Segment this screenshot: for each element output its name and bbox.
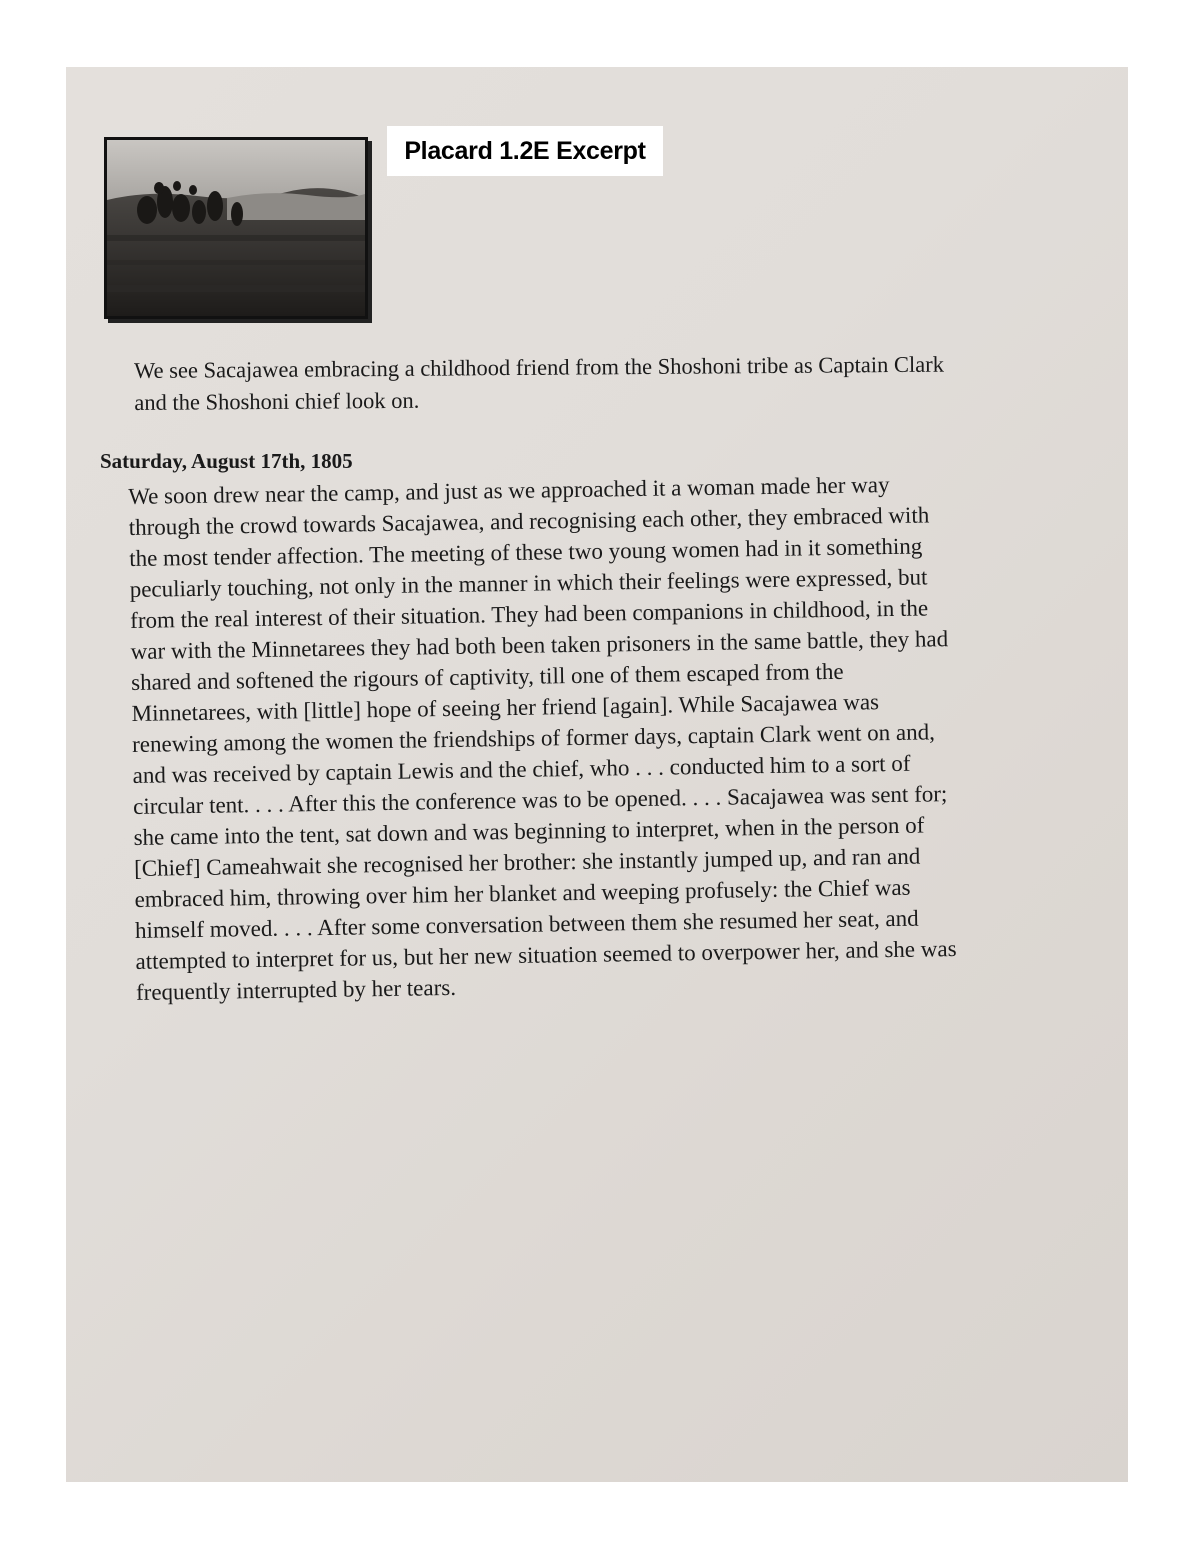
excerpt-line: We soon drew near the camp, and just as we approached it a woman made her way	[128, 472, 890, 509]
excerpt-line: through the crowd towards Sacajawea, and recognising each other, they embraced with	[128, 502, 930, 540]
excerpt-line: from the real interest of their situation. They had been companions in childhood, in the	[129, 595, 929, 633]
excerpt-line: she came into the tent, sat down and was beginning to interpret, when in the person of	[133, 812, 925, 850]
excerpt-line: himself moved. . . . After some conversation between them she resumed her seat, and	[134, 905, 919, 943]
excerpt-line: circular tent. . . . After this the conference was to be opened. . . . Sacajawea was sent for;	[132, 781, 948, 819]
excerpt-line: war with the Minnetarees they had both been taken prisoners in the same battle, they had	[130, 626, 949, 664]
journal-date-heading: Saturday, August 17th, 1805	[100, 449, 353, 473]
excerpt-line: peculiarly touching, not only in the manner in which their feelings were expressed, but	[129, 564, 928, 602]
excerpt-line: [Chief] Cameahwait she recognised her brother: she instantly jumped up, and ran and	[133, 843, 921, 881]
excerpt-line: shared and softened the rigours of captivity, till one of them escaped from the	[130, 658, 844, 695]
document-page	[66, 67, 1128, 1482]
placard-title: Placard 1.2E Excerpt	[387, 126, 663, 176]
excerpt-line: renewing among the women the friendships of former days, captain Clark went on and,	[131, 719, 936, 757]
caption-line: and the Shoshoni chief look on.	[134, 387, 420, 415]
photo-caption	[134, 347, 1094, 419]
excerpt-line: embraced him, throwing over him her blanket and weeping profusely: the Chief was	[134, 874, 911, 912]
photo-icon	[107, 140, 365, 316]
excerpt-line: attempted to interpret for us, but her new situation seemed to overpower her, and she was	[135, 936, 957, 974]
journal-excerpt	[128, 466, 1116, 1008]
excerpt-line: the most tender affection. The meeting of these two young women had in it something	[129, 533, 923, 571]
excerpt-line: Minnetarees, with [little] hope of seeing her friend [again]. While Sacajawea was	[131, 689, 880, 726]
excerpt-line: frequently interrupted by her tears.	[135, 974, 457, 1005]
excerpt-line: and was received by captain Lewis and the chief, who . . . conducted him to a sort of	[132, 750, 911, 788]
historical-photo	[104, 137, 368, 319]
caption-line: We see Sacajawea embracing a childhood friend from the Shoshoni tribe as Captain Clark	[134, 351, 945, 383]
